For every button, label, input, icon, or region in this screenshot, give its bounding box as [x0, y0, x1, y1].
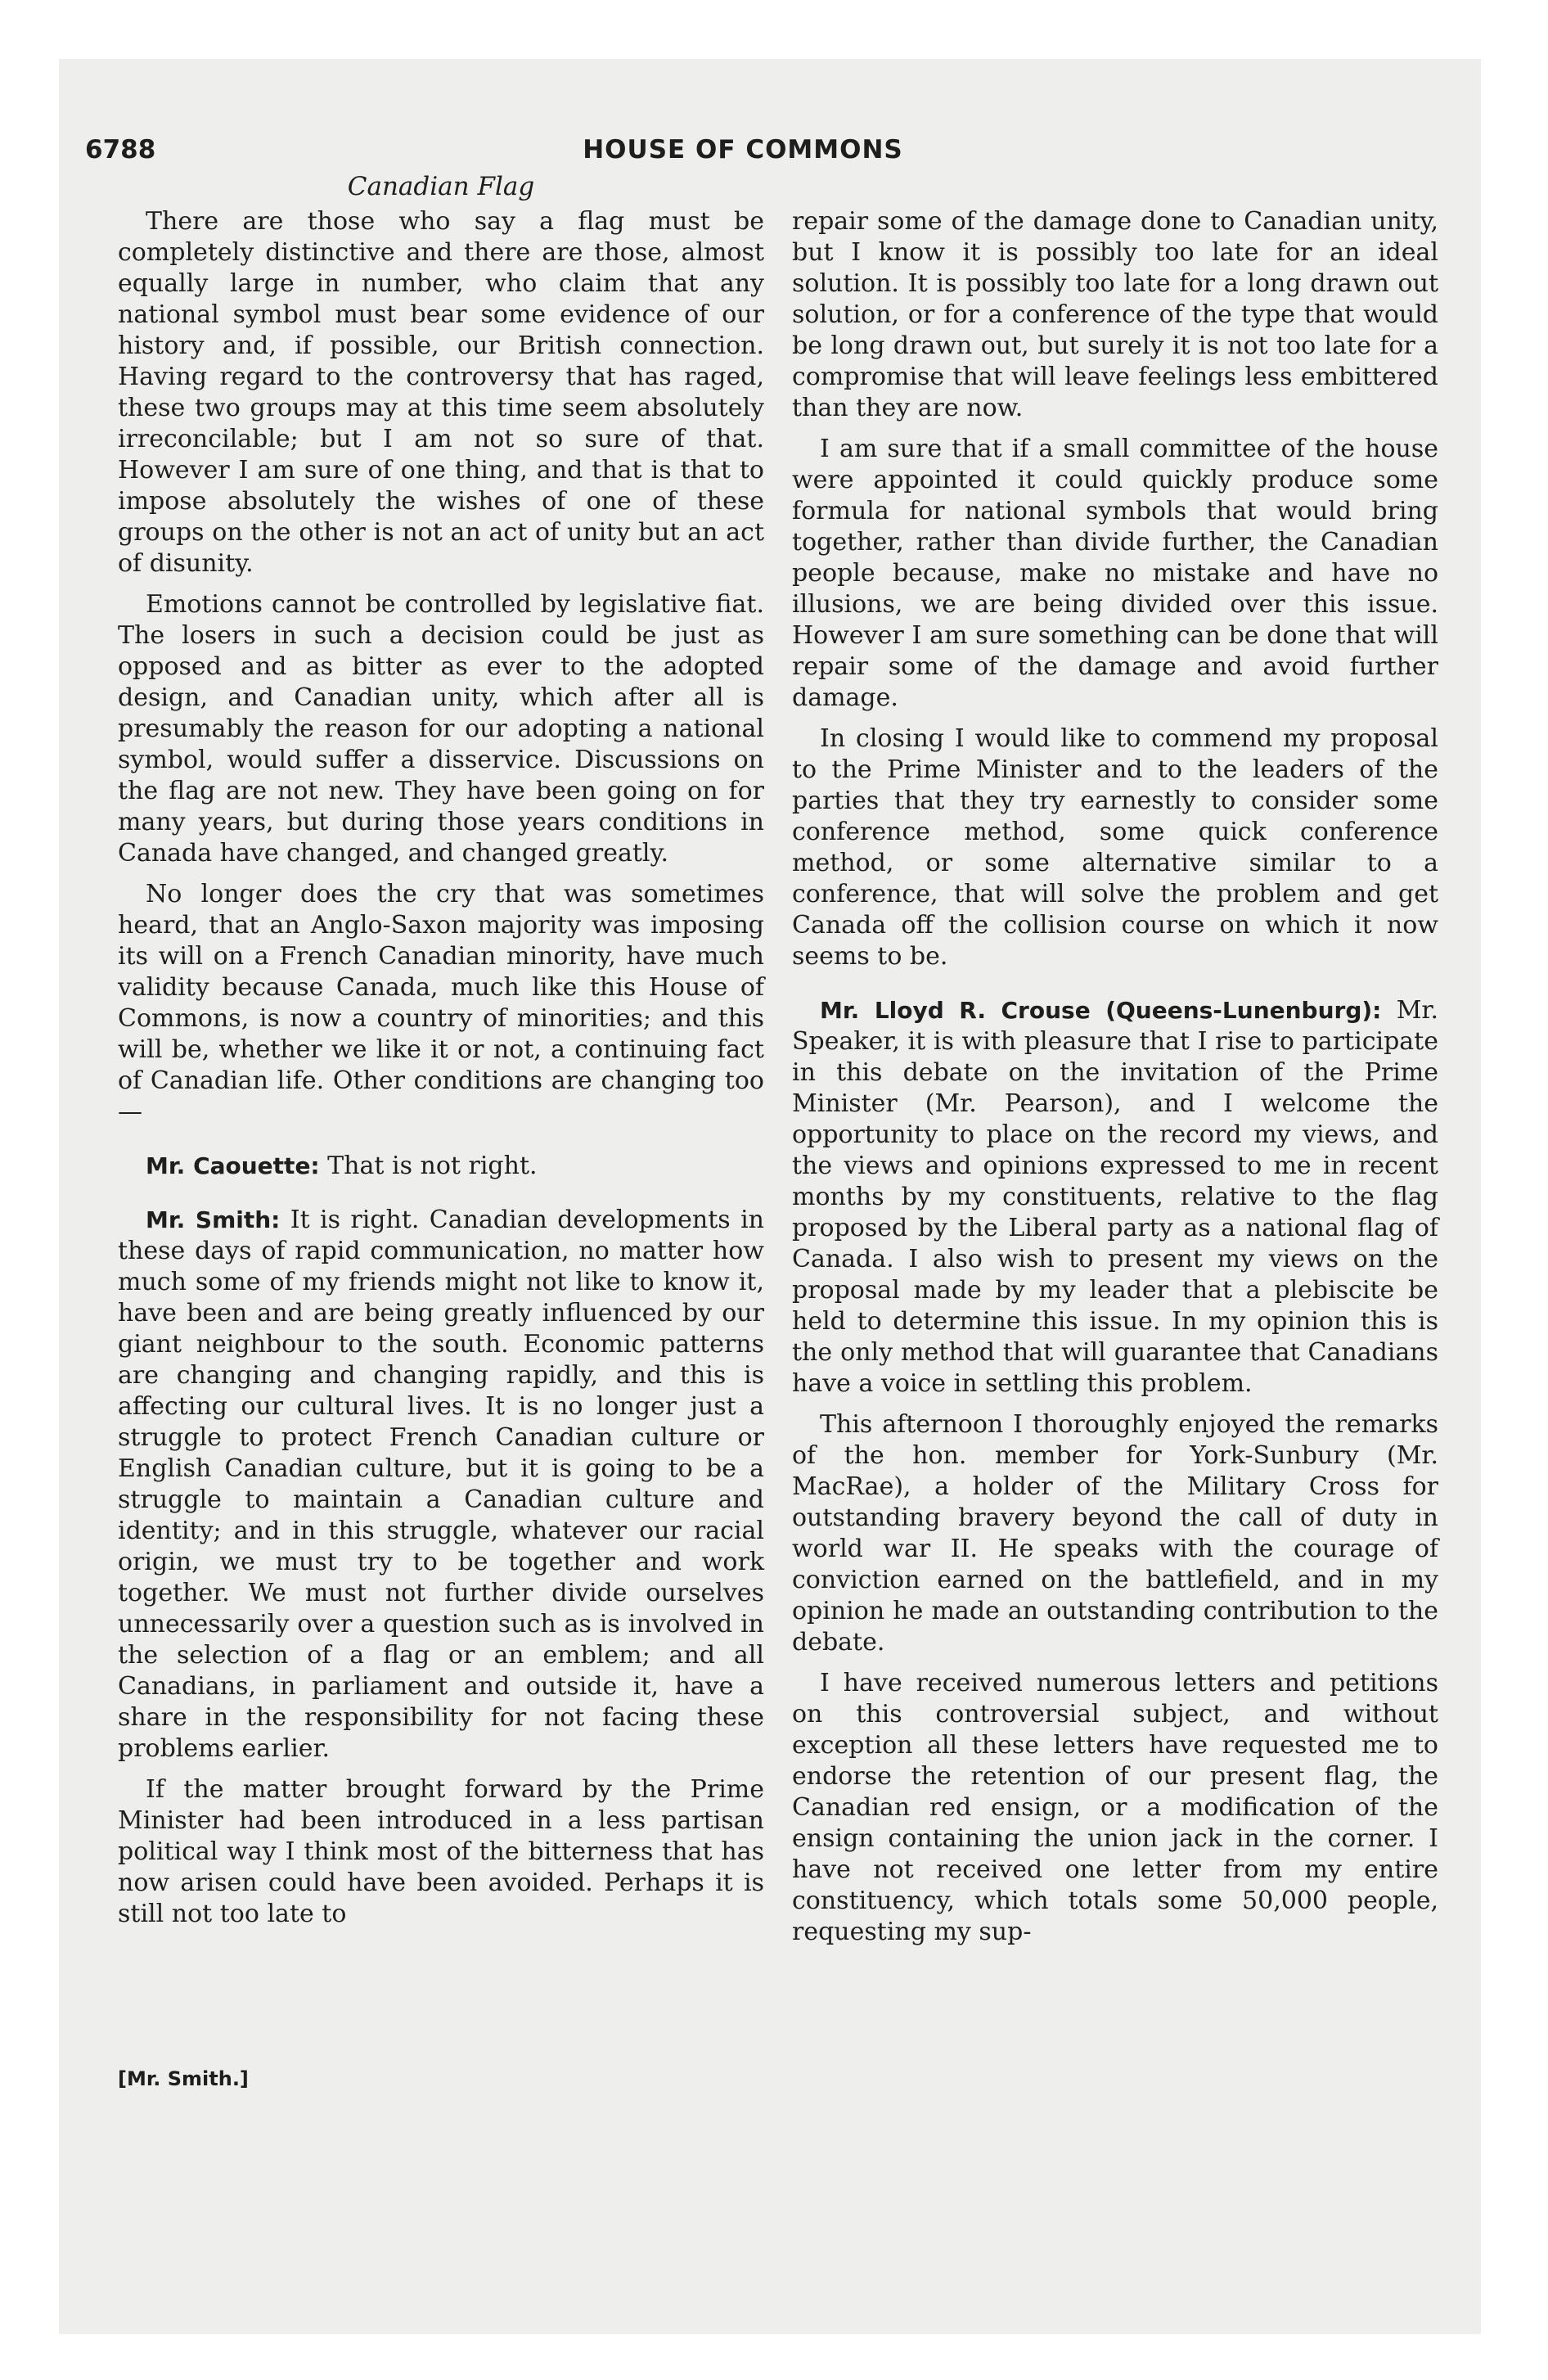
paragraph: No longer does the cry that was sometimes heard, that an Anglo-Saxon majority was imposing its will on a French Canadian minority, have much validity because Canada, much like this House of Commons, is now a country of minorities; and this will be, whether we like it or not, a continuing fact of Canadian life. Other conditions are changing too—	[118, 880, 764, 1126]
paragraph: Emotions cannot be controlled by legislative fiat. The losers in such a decision could be just as opposed and as bitter as ever to the adopted design, and Canadian unity, which after all is presumably the reason for our adopting a national symbol, would suffer a disservice. Discussions on the flag are not new. They have been going on for many years, but during those years conditions in Canada have changed, and changed greatly.	[118, 590, 764, 868]
speech-crouse	[792, 995, 1438, 1400]
right-column	[792, 206, 1438, 1958]
paragraph-continued: repair some of the damage done to Canadian unity, but I know it is possibly too late for an ideal solution. It is possibly too late for a long drawn out solution, or for a conference of the type that would be long drawn out, but surely it is not too late for a compromise that will leave feelings less embittered than they are now.	[792, 207, 1438, 422]
speaker-name: Mr. Smith:	[146, 1206, 281, 1233]
speech-text: Mr. Speaker, it is with pleasure that I rise to participate in this debate on the invitation of the Prime Minister (Mr. Pearson), and I welcome the opportunity to place on the record my views, and the views and opinions expressed to me in recent months by my constituents, relative to the flag proposed by the Liberal party as a national flag of Canada. I also wish to present my views on the proposal made by my leader that a plebiscite be held to determine this issue. In my opinion this is the only method that will guarantee that Canadians have a voice in settling this problem.	[792, 996, 1438, 1398]
speech-text: That is not right.	[327, 1152, 538, 1180]
section-subhead: Canadian Flag	[347, 172, 535, 201]
page-number: 6788	[85, 135, 156, 165]
paragraph: There are those who say a flag must be completely distinctive and there are those, almost equally large in number, who claim that any national symbol must bear some evidence of our history and, if possible, our British connection. Having regard to the controversy that has raged, these two groups may at this time seem absolutely irreconcilable; but I am not so sure of that. However I am sure of one thing, and that is that to impose absolutely the wishes of one of these groups on the other is not an act of unity but an act of disunity.	[118, 207, 764, 578]
paragraph: In closing I would like to commend my proposal to the Prime Minister and to the leaders of the parties that they try earnestly to consider some conference method, some quick conference method, or some alternative similar to a conference, that will solve the problem and get Canada off the collision course on which it now seems to be.	[792, 724, 1438, 971]
speech-caouette	[118, 1151, 764, 1182]
left-column	[118, 170, 764, 1940]
paragraph: I have received numerous letters and petitions on this controversial subject, and without exception all these letters have requested me to endorse the retention of our present flag, the Canadian red ensign, or a modification of the ensign containing the union jack in the corner. I have not received one letter from my entire constituency, which totals some 50,000 people, requesting my sup-	[792, 1669, 1438, 1946]
speech-smith	[118, 1205, 764, 1765]
footer-speaker-note: [Mr. Smith.]	[118, 2067, 249, 2090]
speech-text: It is right. Canadian developments in these days of rapid communication, no matter how much some of my friends might not like to know it, have been and are being greatly influenced by our giant neighbour to the south. Economic patterns are changing and changing rapidly, and this is affecting our cultural lives. It is no longer just a struggle to protect French Canadian culture or English Canadian culture, but it is going to be a struggle to maintain a Canadian culture and identity; and in this struggle, whatever our racial origin, we must try to be together and work together. We must not further divide ourselves unnecessarily over a question such as is involved in the selection of a flag or an emblem; and all Canadians, in parliament and outside it, have a share in the responsibility for not facing these problems earlier.	[118, 1206, 764, 1763]
paragraph: If the matter brought forward by the Prime Minister had been introduced in a less partisan political way I think most of the bitterness that has now arisen could have been avoided. Perhaps it is still not too late to	[118, 1775, 764, 1928]
paragraph: This afternoon I thoroughly enjoyed the remarks of the hon. member for York-Sunbury (Mr. MacRae), a holder of the Military Cross for outstanding bravery beyond the call of duty in world war II. He speaks with the courage of conviction earned on the battlefield, and in my opinion he made an outstanding contribution to the debate.	[792, 1410, 1438, 1657]
speaker-name: Mr. Lloyd R. Crouse (Queens-Lunenburg):	[820, 997, 1382, 1024]
running-title: HOUSE OF COMMONS	[583, 135, 903, 165]
speaker-name: Mr. Caouette:	[146, 1152, 320, 1179]
paragraph: I am sure that if a small committee of the house were appointed it could quickly produce some formula for national symbols that would bring together, rather than divide further, the Canadian people because, make no mistake and have no illusions, we are being divided over this issue. However I am sure something can be done that will repair some of the damage and avoid further damage.	[792, 435, 1438, 712]
